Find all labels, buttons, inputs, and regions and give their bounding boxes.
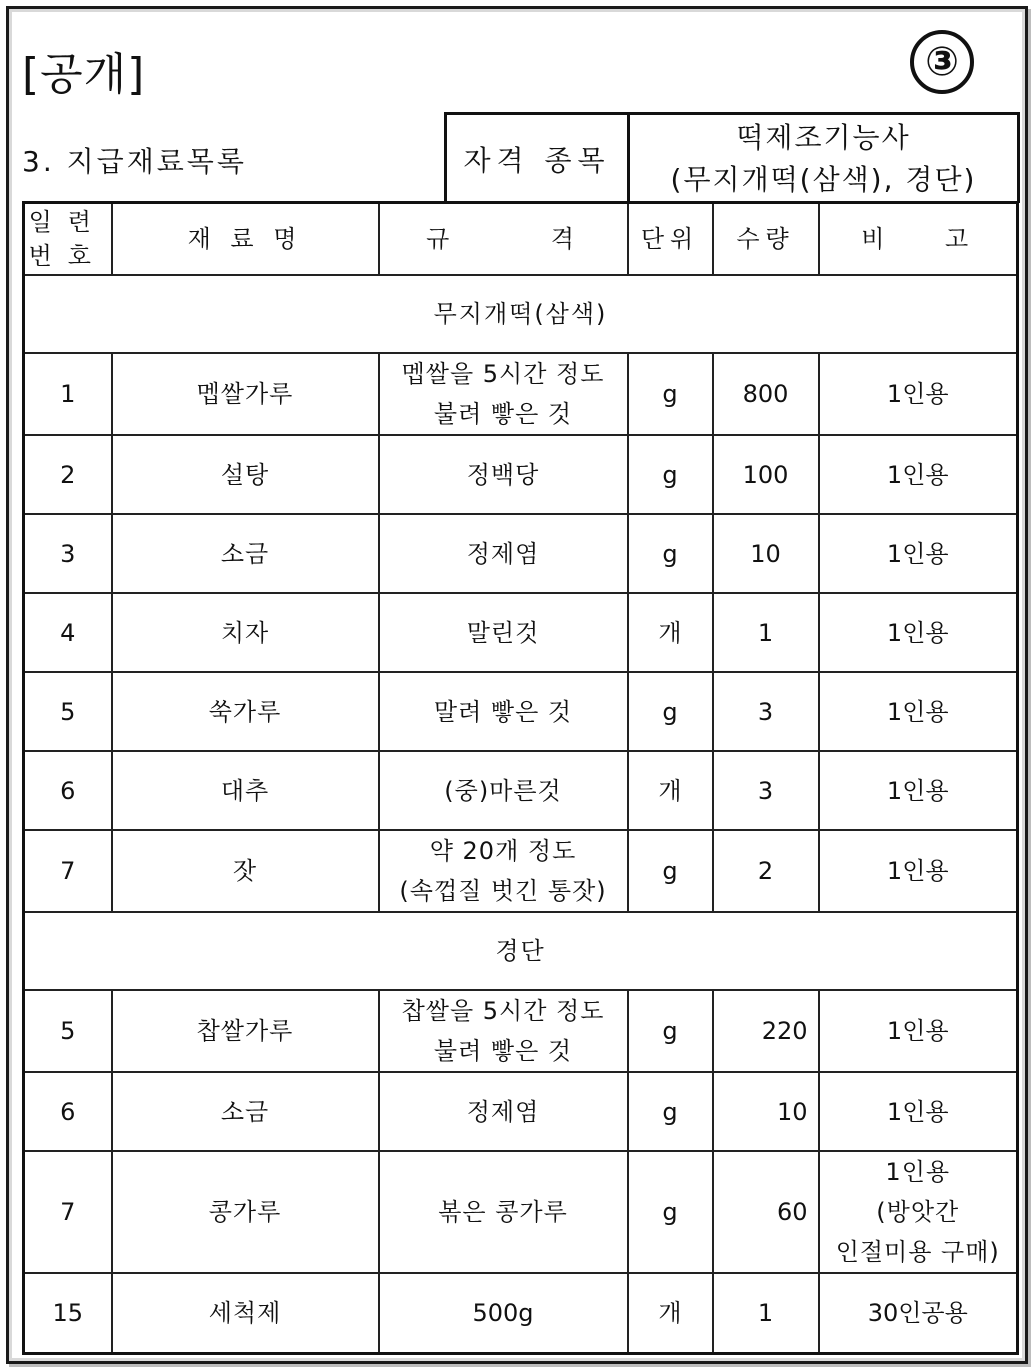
row-note: 1인용 (819, 514, 1018, 593)
section-title-cell: 경단 (24, 912, 1018, 990)
header-note: 비 고 (819, 203, 1018, 276)
table-header-row (24, 203, 1018, 276)
row-qty: 100 (713, 435, 819, 514)
row-qty: 1 (713, 593, 819, 672)
table-row (24, 353, 1018, 435)
row-note: 1인용 (819, 990, 1018, 1072)
header-no: 일련 번호 (24, 203, 112, 276)
document-label: [공개] (22, 49, 146, 100)
row-spec: (중)마른것 (379, 751, 628, 830)
section-title: 3. 지급재료목록 (22, 145, 247, 178)
row-spec: 정제염 (379, 1072, 628, 1151)
row-no: 4 (24, 593, 112, 672)
table-row (24, 514, 1018, 593)
table-row (24, 672, 1018, 751)
row-name: 잣 (112, 830, 379, 912)
header-spec: 규 격 (379, 203, 628, 276)
row-spec-line: 찹쌀을 5시간 정도 (401, 997, 605, 1025)
row-unit: 개 (628, 751, 713, 830)
table-row (24, 1072, 1018, 1151)
row-note: 1인용 (819, 593, 1018, 672)
row-name: 설탕 (112, 435, 379, 514)
row-spec: 말려 빻은 것 (379, 672, 628, 751)
row-spec-line: 불려 빻은 것 (433, 400, 573, 428)
total-no: 15 (24, 1273, 112, 1354)
section-header-row (24, 912, 1018, 990)
row-note (819, 1151, 1018, 1273)
row-qty: 800 (713, 353, 819, 435)
row-unit: g (628, 830, 713, 912)
row-note: 1인용 (819, 830, 1018, 912)
qualification-label: 자격 종목 (447, 115, 630, 203)
row-qty: 60 (713, 1151, 819, 1273)
row-unit: g (628, 353, 713, 435)
row-note: 1인용 (819, 672, 1018, 751)
row-unit: g (628, 1151, 713, 1273)
header-qty: 수량 (713, 203, 819, 276)
table-row (24, 830, 1018, 912)
row-no: 5 (24, 990, 112, 1072)
header-unit: 단위 (628, 203, 713, 276)
row-qty: 3 (713, 672, 819, 751)
row-name: 소금 (112, 1072, 379, 1151)
row-name: 소금 (112, 514, 379, 593)
row-no: 7 (24, 830, 112, 912)
page-marker: ③ (910, 30, 974, 94)
row-name: 찹쌀가루 (112, 990, 379, 1072)
row-no: 1 (24, 353, 112, 435)
row-qty: 10 (713, 514, 819, 593)
row-unit: g (628, 514, 713, 593)
total-spec: 500g (379, 1273, 628, 1354)
row-note: 1인용 (819, 751, 1018, 830)
row-unit: g (628, 435, 713, 514)
row-no: 5 (24, 672, 112, 751)
total-note: 30인공용 (819, 1273, 1018, 1354)
row-note-line: (방앗간 (876, 1198, 960, 1226)
row-note-line: 인절미용 구매) (835, 1238, 1000, 1266)
row-name: 치자 (112, 593, 379, 672)
row-spec-line: 멥쌀을 5시간 정도 (401, 360, 605, 388)
row-name: 대추 (112, 751, 379, 830)
row-no: 6 (24, 1072, 112, 1151)
qualification-value-line1: 떡제조기능사 (736, 121, 911, 154)
row-spec-line: (속껍질 벗긴 통잣) (399, 877, 607, 905)
row-note: 1인용 (819, 435, 1018, 514)
table-row-cleaner (24, 1273, 1018, 1354)
row-name: 멥쌀가루 (112, 353, 379, 435)
row-spec: 볶은 콩가루 (379, 1151, 628, 1273)
table-row (24, 990, 1018, 1072)
qualification-value (630, 115, 1017, 203)
row-no: 3 (24, 514, 112, 593)
table-row (24, 435, 1018, 514)
row-spec: 말린것 (379, 593, 628, 672)
row-unit: g (628, 672, 713, 751)
row-no: 6 (24, 751, 112, 830)
row-no: 7 (24, 1151, 112, 1273)
row-spec-line: 불려 빻은 것 (433, 1037, 573, 1065)
row-qty: 3 (713, 751, 819, 830)
row-spec-line: 약 20개 정도 (429, 837, 577, 865)
qualification-value-line2: (무지개떡(삼색), 경단) (670, 163, 977, 196)
total-unit: 개 (628, 1273, 713, 1354)
row-note: 1인용 (819, 1072, 1018, 1151)
row-spec: 정백당 (379, 435, 628, 514)
row-name: 콩가루 (112, 1151, 379, 1273)
row-qty: 2 (713, 830, 819, 912)
total-qty: 1 (713, 1273, 819, 1354)
row-note: 1인용 (819, 353, 1018, 435)
row-spec (379, 353, 628, 435)
qualification-box (444, 112, 1020, 203)
table-row (24, 593, 1018, 672)
table-row (24, 1151, 1018, 1273)
header-name: 재 료 명 (112, 203, 379, 276)
row-spec (379, 830, 628, 912)
row-note-line: 1인용 (885, 1158, 951, 1186)
row-spec (379, 990, 628, 1072)
total-name: 세척제 (112, 1273, 379, 1354)
row-qty: 220 (713, 990, 819, 1072)
section-title-cell: 무지개떡(삼색) (24, 275, 1018, 353)
row-no: 2 (24, 435, 112, 514)
row-unit: 개 (628, 593, 713, 672)
row-unit: g (628, 990, 713, 1072)
row-qty: 10 (713, 1072, 819, 1151)
row-name: 쑥가루 (112, 672, 379, 751)
section-header-row (24, 275, 1018, 353)
table-row (24, 751, 1018, 830)
row-spec: 정제염 (379, 514, 628, 593)
table-body (24, 275, 1018, 1354)
row-unit: g (628, 1072, 713, 1151)
materials-table (22, 201, 1019, 1355)
